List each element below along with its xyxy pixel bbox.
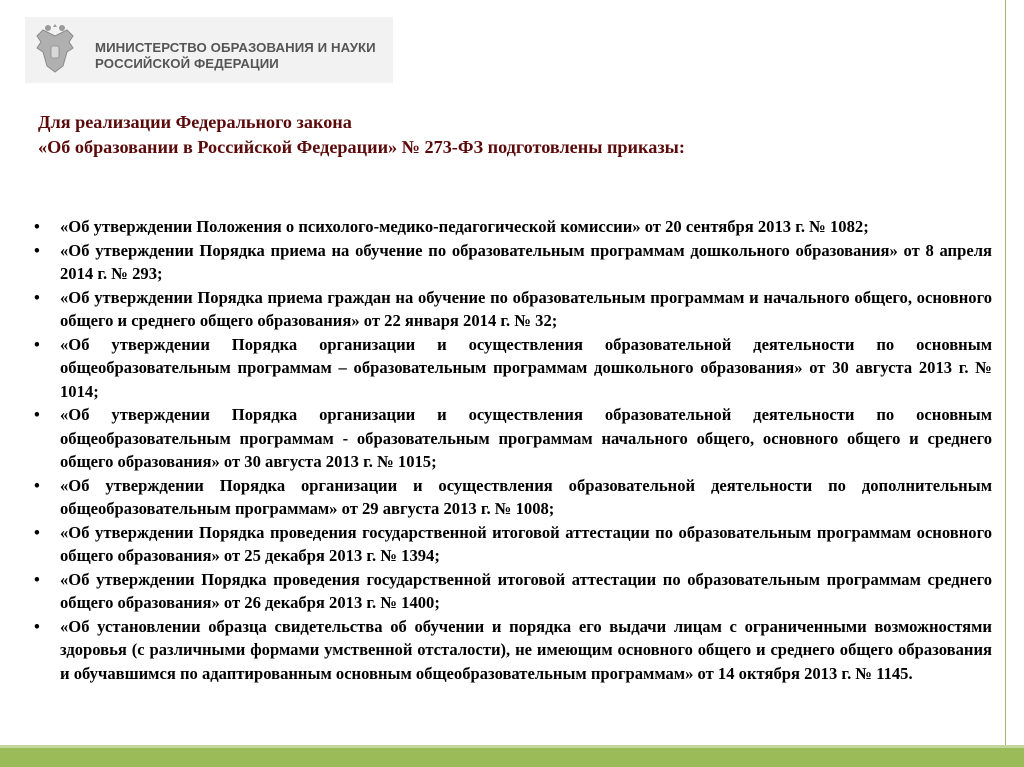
list-item: • «Об установлении образца свидетельства об обучении и порядка его выдачи лицам с ограниченными возможностями здоровья (с различными формами умственной отсталости), не имеющим основного общего и среднего общего образования и обучавшимся по адаптированным основным общеобразовательным программам» от 14 октября 2013 г. № 1145.	[30, 615, 992, 686]
orders-list	[30, 215, 992, 685]
list-item: • «Об утверждении Порядка приема на обучение по образовательным программам дошкольного образования» от 8 апреля 2014 г. № 293;	[30, 239, 992, 286]
list-item: • «Об утверждении Порядка организации и осуществления образовательной деятельности по основным общеобразовательным программам - образовательным программам начального общего, основного общего и среднего общего образования» от 30 августа 2013 г. № 1015;	[30, 403, 992, 474]
ministry-header	[25, 17, 393, 83]
footer-band	[0, 745, 1024, 767]
slide-border-right	[1005, 0, 1006, 767]
list-item: • «Об утверждении Порядка приема граждан на обучение по образовательным программам и начального общего, основного общего и среднего общего образования» от 22 января 2014 г. № 32;	[30, 286, 992, 333]
list-item: • «Об утверждении Порядка проведения государственной итоговой аттестации по образовательным программам среднего общего образования» от 26 декабря 2013 г. № 1400;	[30, 568, 992, 615]
ministry-line-1: МИНИСТЕРСТВО ОБРАЗОВАНИЯ И НАУКИ	[95, 40, 376, 55]
ministry-name	[95, 40, 376, 72]
list-item: • «Об утверждении Порядка организации и осуществления образовательной деятельности по дополнительным общеобразовательным программам» от 29 августа 2013 г. № 1008;	[30, 474, 992, 521]
heading-line-2: «Об образовании в Российской Федерации» № 273-ФЗ подготовлены приказы:	[38, 137, 685, 157]
slide-heading	[38, 110, 685, 160]
list-item: • «Об утверждении Порядка организации и осуществления образовательной деятельности по основным общеобразовательным программам – образовательным программам дошкольного образования» от 30 августа 2013 г. № 1014;	[30, 333, 992, 404]
heading-line-1: Для реализации Федерального закона	[38, 112, 352, 132]
coat-of-arms-icon	[33, 22, 77, 78]
footer-band-highlight	[0, 745, 1024, 748]
list-item: • «Об утверждении Положения о психолого-медико-педагогической комиссии» от 20 сентября 2013 г. № 1082;	[30, 215, 992, 239]
list-item: • «Об утверждении Порядка проведения государственной итоговой аттестации по образовательным программам основного общего образования» от 25 декабря 2013 г. № 1394;	[30, 521, 992, 568]
ministry-line-2: РОССИЙСКОЙ ФЕДЕРАЦИИ	[95, 56, 279, 71]
